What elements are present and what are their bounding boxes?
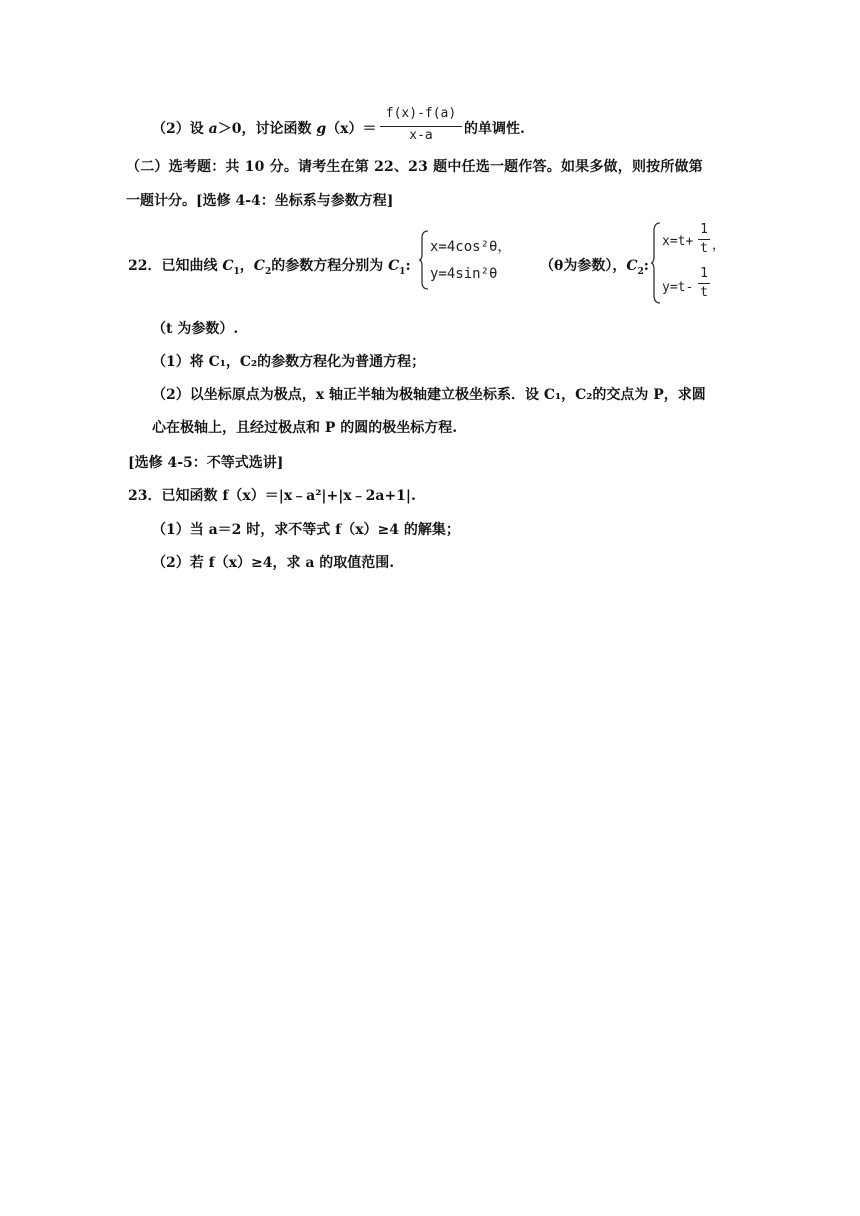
section2-line1: （二）选考题：共 10 分。请考生在第 22、23 题中任选一题作答。如果多做，则按所做第 [126,159,703,175]
q21-part2-lead: （2）设 [152,121,209,137]
c2-label: C [626,258,638,274]
q23-part2: （2）若 f（x）≥4，求 a 的取值范围. [152,555,395,571]
q23-stem: 已知函数 f（x）＝|x﹣a²|+|x﹣2a+1|. [161,488,416,504]
c2-eq1-bar [698,239,710,240]
c1-eq2: y=4sin²θ [430,266,498,282]
q23-part1: （1）当 a＝2 时，求不等式 f（x）≥4 的解集； [152,522,460,538]
c2-eq1-num: 1 [700,222,708,237]
fraction-numerator: f(x)-f(a) [385,106,457,121]
theta-param [540,255,649,277]
c1-eq1: x=4cos²θ， [430,239,512,255]
q22-part2-line2: 心在极轴上，且经过极点和 P 的圆的极坐标方程. [152,420,458,436]
c2-eq1-den: t [700,241,708,256]
c1-brace-icon [418,230,430,290]
c2-subscript: 2 [264,266,272,277]
q22-part1: （1）将 C₁，C₂的参数方程化为普通方程； [152,354,426,370]
q22-comma: ， [239,258,254,274]
var-g: g [316,121,327,137]
c1-symbol: C [222,258,234,274]
q23-stem-line [128,485,416,505]
c2-symbol: C [253,258,265,274]
section-elective-label: [选修 4-5：不等式选讲] [128,455,284,471]
c1-colon: : [405,258,411,274]
fraction-bar [380,126,462,127]
c1-subscript: 1 [233,266,240,277]
c2-eq1-lead: x=t+ [662,234,694,249]
c2-brace-icon [650,222,662,304]
q22-t-param: （t 为参数）. [152,321,239,337]
q23-number: 23． [128,488,162,504]
c2-eq2-lead: y=t- [662,280,694,295]
c2-eq1-fraction [698,222,710,258]
section2-line2: 一题计分。[选修 4-4：坐标系与参数方程] [126,193,394,209]
c2-eq2-num: 1 [700,266,708,281]
c1-label: C [388,258,400,274]
c2-colon: : [643,258,649,274]
q21-part2-cond: ＞0，讨论函数 [217,121,317,137]
c2-eq2-bar [698,283,710,284]
c1-label-subscript: 1 [399,266,406,277]
q21-part2-tail: 的单调性. [464,121,525,137]
c2-eq2-den: t [700,285,708,300]
c2-label-subscript: 2 [637,266,644,277]
c2-eq2-fraction [698,266,710,302]
q22-part2-line1: （2）以坐标原点为极点，x 轴正半轴为极轴建立极坐标系．设 C₁，C₂的交点为 P，求圆 [152,387,706,403]
q22-intro-tail: 的参数方程分别为 [271,258,389,274]
q22-number: 22． [128,258,162,274]
q21-part2-parenx: （x）＝ [326,121,377,137]
c2-eq1-tail: ， [712,238,726,253]
q22-intro: 已知曲线 [161,258,223,274]
q21-part2 [152,118,376,138]
theta-param-text: （θ为参数）， [540,258,627,274]
fraction-denominator: x-a [409,128,433,143]
q21-fraction [380,106,462,146]
var-a: a [208,121,218,137]
q22-stem [128,255,411,277]
